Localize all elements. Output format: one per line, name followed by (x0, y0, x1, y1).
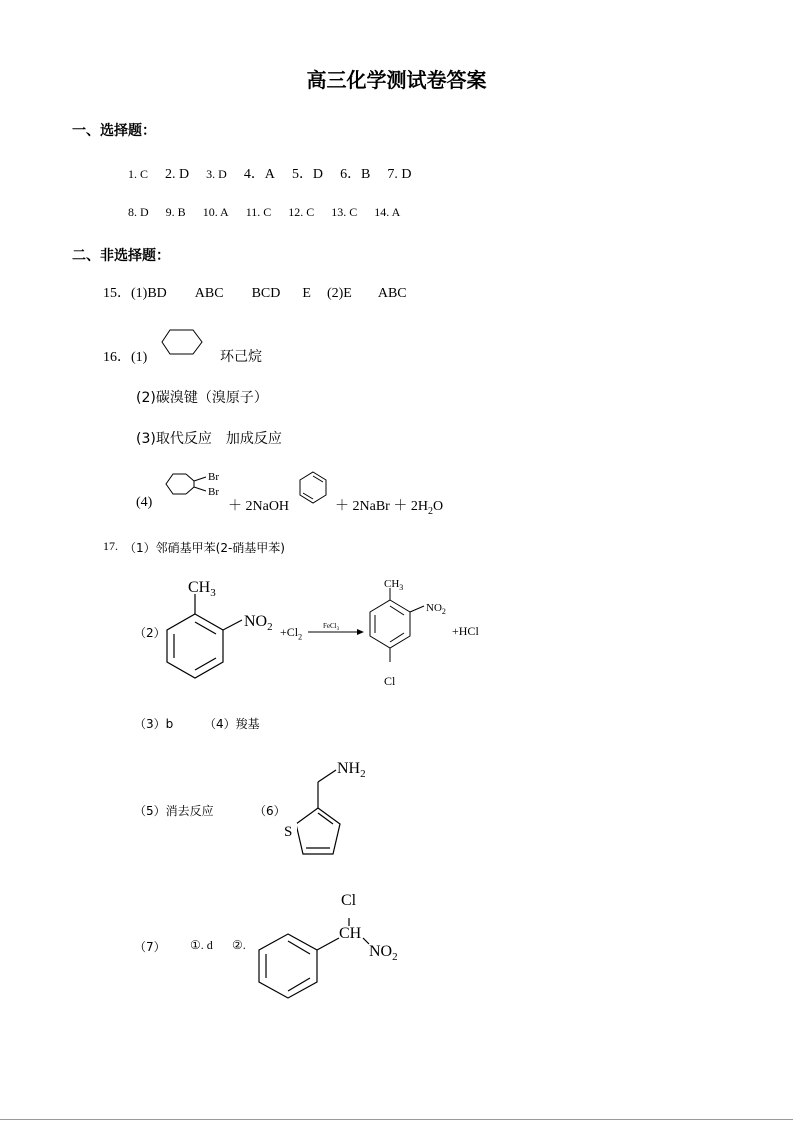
q15-part: E (302, 286, 311, 301)
q17-part-6-label: （6） (254, 804, 286, 818)
nitrotoluene-structure (160, 572, 290, 690)
q16-part-4-label: (4) (136, 495, 153, 510)
subscript: 2 (427, 505, 433, 517)
mc-answer: 7. D (387, 167, 412, 182)
nitro-label: $NO_2$ (244, 613, 273, 633)
q16-products (335, 495, 443, 517)
thiophene-methylamine-structure (278, 752, 378, 870)
q17-part-3: （3）b (134, 717, 174, 731)
mc-answer: 6．B (340, 167, 371, 182)
mc-answer: 4．A (243, 167, 275, 182)
mc-answer: 11. C (245, 205, 272, 219)
oxygen-symbol: O (432, 499, 444, 514)
q15-number: 15． (103, 286, 131, 301)
mc-answer: 5．D (291, 167, 324, 182)
methyl-label: $CH_3$ (384, 578, 404, 592)
chloro-nitromethyl-benzene-structure (255, 888, 415, 1004)
section-heading-choice: 一、选择题： (72, 123, 156, 139)
mc-answers-row-2 (128, 205, 414, 220)
nitro-label: $NO_2$ (426, 602, 446, 616)
q16-products-text: ＋ 2NaBr ＋ 2H (335, 499, 428, 514)
mc-answer: 2. D (165, 167, 190, 182)
q17-part-2-label: （2） (134, 626, 166, 640)
mc-answer: 9. B (165, 205, 186, 219)
mc-answer: 8. D (128, 205, 149, 219)
subscript: 2 (298, 632, 303, 642)
q15-part: (1)BD (131, 286, 167, 301)
mc-answer: 12. C (288, 205, 315, 219)
mc-answer: 10. A (202, 205, 229, 219)
sulfur-label: S (284, 824, 293, 840)
q16-part-2: (2)碳溴键（溴原子） (136, 390, 268, 406)
q15-part: ABC (194, 286, 224, 301)
q16-compound-name: 环己烷 (220, 349, 262, 365)
q17-part-1: （1）邻硝基甲苯(2-硝基甲苯) (124, 541, 285, 555)
section-heading-nonchoice: 二、非选择题： (72, 248, 170, 264)
page-title: 高三化学测试卷答案 (306, 68, 487, 92)
q16-part-3: (3)取代反应 加成反应 (136, 431, 282, 447)
q17-part-7b: ②. (232, 938, 246, 952)
q17-part-7a: ①. d (190, 938, 213, 952)
page-bottom-rule (0, 1119, 793, 1120)
methyl-label: $CH_3$ (188, 579, 216, 599)
q15-part: BCD (251, 286, 281, 301)
mc-answer: 13. C (331, 205, 358, 219)
chlorine-reagent (280, 625, 302, 641)
reaction-arrow (306, 620, 366, 636)
cyclohexadiene-structure (298, 470, 330, 508)
methine-label: CH (339, 925, 362, 942)
chloro-label: Cl (341, 892, 357, 909)
mc-answer: 1. C (128, 167, 149, 181)
chloro-label: Cl (384, 674, 396, 688)
q16-reagent: ＋ 2NaOH (228, 499, 290, 514)
q15-part: (2)E (326, 286, 352, 301)
reagent-text: +Cl (280, 625, 299, 639)
bromine-label: Br (208, 486, 219, 498)
mc-answer: 14. A (374, 205, 401, 219)
q16-number: 16．(1) (103, 350, 148, 365)
dibromocyclohexane-structure (164, 468, 226, 508)
q17-part-5: （5）消去反应 (134, 804, 214, 818)
q17-part-4: （4）羧基 (204, 717, 260, 731)
mc-answer: 3. D (206, 167, 227, 181)
q15-answer (103, 282, 407, 302)
nitro-label: $NO_2$ (369, 943, 398, 963)
bromine-label: Br (208, 471, 219, 483)
catalyst-label: FeCl$_3$ (323, 622, 340, 632)
q17-number: 17. (103, 539, 118, 553)
q15-part: ABC (377, 286, 407, 301)
cyclohexane-structure (160, 327, 206, 359)
q17-part-7-label: （7） (134, 940, 166, 954)
hcl-product: +HCl (452, 624, 479, 638)
mc-answers-row-1 (128, 163, 426, 183)
amino-label: $NH_2$ (337, 760, 366, 780)
